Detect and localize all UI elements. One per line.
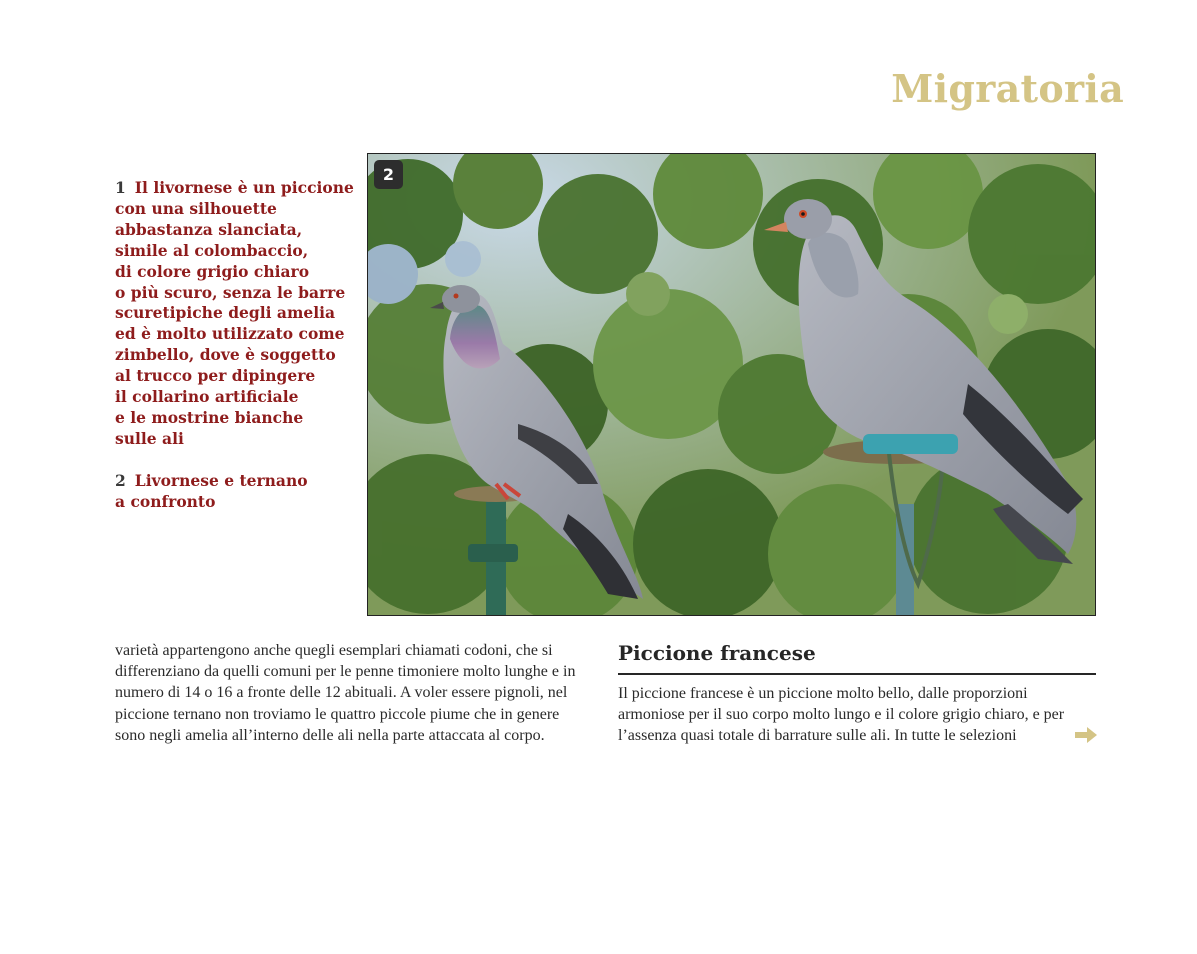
body-line: differenziano da quelli comuni per le penne timoniere molto lunghe e in <box>115 663 576 681</box>
caption-line: e le mostrine bianche <box>115 407 304 427</box>
caption-line: simile al colombaccio, <box>115 240 309 260</box>
caption-line: Livornese e ternano <box>134 470 308 490</box>
section-title: Migratoria <box>891 66 1124 111</box>
caption-line: al trucco per dipingere <box>115 366 316 386</box>
photo-number-badge: 2 <box>374 160 403 189</box>
subheading: Piccione francese <box>618 640 1096 675</box>
caption-number: 1 <box>115 178 126 197</box>
caption-line: con una silhouette <box>115 198 277 218</box>
caption-line: abbastanza slanciata, <box>115 219 303 239</box>
caption-line: a confronto <box>115 491 216 511</box>
caption-2 <box>115 471 350 513</box>
body-line: numero di 14 o 16 a fronte delle 12 abituali. A voler essere pignoli, nel <box>115 684 568 702</box>
arrow-right-icon[interactable] <box>1075 727 1097 743</box>
caption-line: sulle ali <box>115 428 184 448</box>
pigeons-photo <box>367 153 1096 616</box>
caption-line: il collarino artificiale <box>115 387 299 407</box>
photo-captions <box>115 178 354 513</box>
caption-line: di colore grigio chiaro <box>115 261 310 281</box>
pigeons-illustration <box>368 154 1095 615</box>
body-line: l’assenza quasi totale di barrature sulle ali. In tutte le selezioni <box>618 727 1017 745</box>
caption-1 <box>115 178 354 450</box>
body-line: sono negli amelia all’interno delle ali nella parte attaccata al corpo. <box>115 726 545 744</box>
caption-line: Il livornese è un piccione <box>134 178 354 197</box>
caption-line: zimbello, dove è soggetto <box>115 345 336 365</box>
caption-line: o più scuro, senza le barre <box>115 282 346 302</box>
body-line: varietà appartengono anche quegli esemplari chiamati codoni, che si <box>115 642 553 659</box>
body-text-right <box>618 640 1096 747</box>
caption-line: scuretipiche degli amelia <box>115 303 336 323</box>
body-line: Il piccione francese è un piccione molto bello, dalle proporzioni <box>618 685 1028 702</box>
body-line: armoniose per il suo corpo molto lungo e il colore grigio chiaro, e per <box>618 706 1065 724</box>
caption-line: ed è molto utilizzato come <box>115 324 345 344</box>
body-text-left <box>115 640 595 746</box>
body-line: piccione ternano non troviamo le quattro piccole piume che in genere <box>115 705 560 723</box>
caption-number: 2 <box>115 470 126 490</box>
